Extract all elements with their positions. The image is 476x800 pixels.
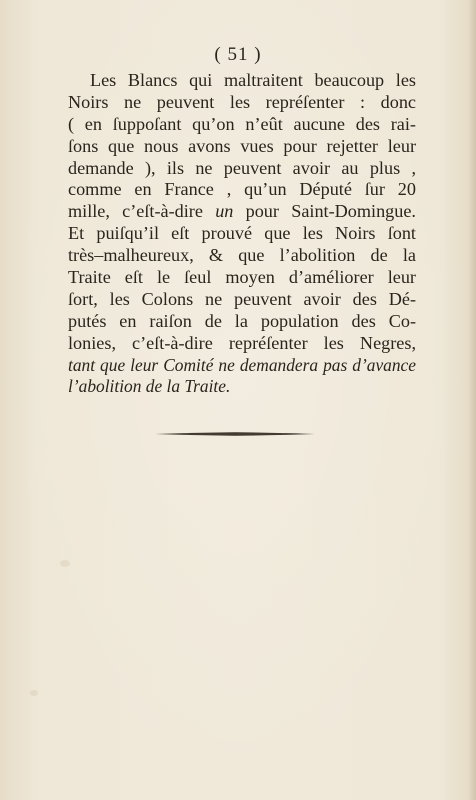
- text-line: ſons que nous avons vues pour rejetter leur: [68, 135, 416, 156]
- text-line: Noirs ne peuvent les repréſenter : donc: [68, 91, 416, 112]
- italic-text-line: l’abolition de la Traite.: [68, 376, 231, 397]
- text-line: ſort, les Colons ne peuvent avoir des Dé-: [68, 288, 416, 309]
- paper-stain: [30, 690, 38, 696]
- text-segment: pour Saint-Domingue.: [233, 201, 416, 222]
- text-line: Traite eſt le ſeul moyen d’améliorer leur: [68, 267, 416, 288]
- text-line: comme en France , qu’un Député ſur 20: [68, 179, 416, 200]
- page-edge-shadow: [468, 0, 476, 800]
- text-line: Les Blancs qui maltraitent beaucoup les: [90, 70, 416, 90]
- text-line: [68, 201, 416, 223]
- text-line: lonies, c’eſt-à-dire repréſenter les Negres,: [68, 332, 416, 353]
- emphasis-word: un: [215, 201, 234, 222]
- text-segment: mille, c’eſt-à-dire: [68, 201, 216, 222]
- text-line: Et puiſqu’il eſt prouvé que les Noirs ſont: [68, 223, 416, 244]
- paper-stain: [60, 560, 70, 567]
- text-line: putés en raiſon de la population des Co-: [68, 310, 416, 331]
- page-number: ( 51 ): [214, 44, 262, 65]
- ornamental-rule: [155, 430, 315, 438]
- text-line: demande ), ils ne peuvent avoir au plus ,: [68, 157, 416, 178]
- text-line: ( en ſuppoſant qu’on n’eût aucune des rai-: [68, 113, 416, 134]
- body-text: [68, 70, 416, 398]
- text-line: très–malheureux, & que l’abolition de la: [68, 245, 416, 266]
- italic-text-line: tant que leur Comité ne demandera pas d’avance: [68, 354, 416, 375]
